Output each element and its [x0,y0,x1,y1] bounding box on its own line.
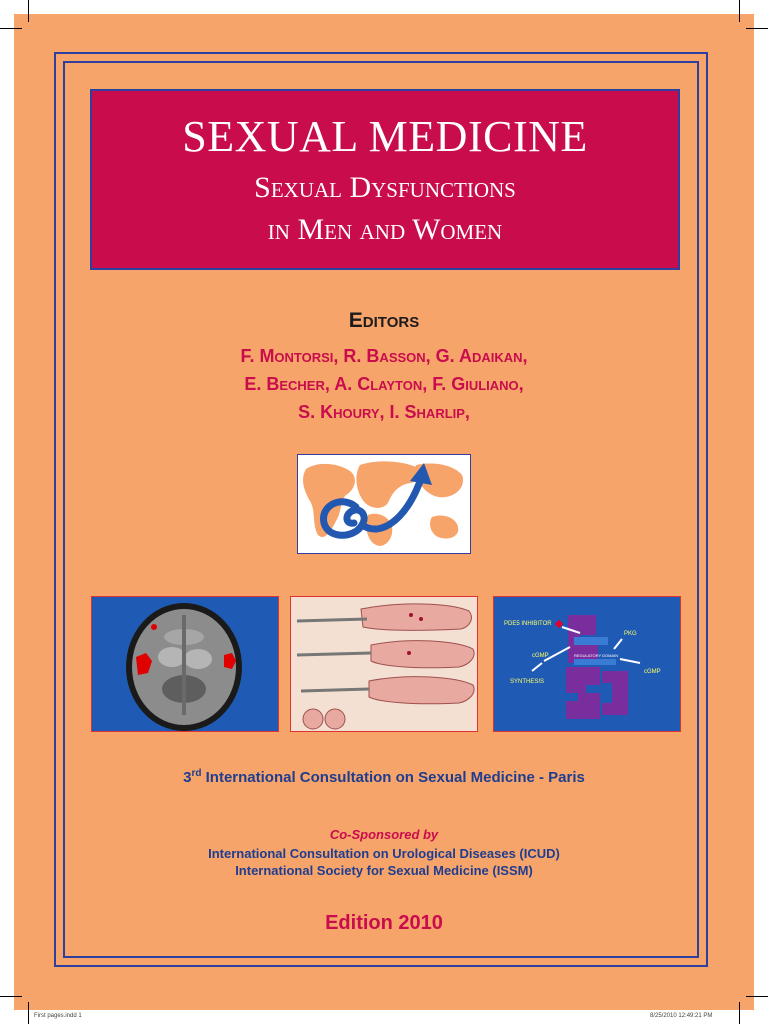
crop-mark-bottom-left-v [28,1002,29,1024]
pathway-label-regulatory: REGULATORY DOMAIN [574,653,619,658]
pathway-label-cgmp-right: cGMP [644,669,661,675]
editors-line-3: S. Khoury, I. Sharlip, [298,402,470,422]
title-box [90,89,680,270]
book-subtitle-line2: in Men and Women [267,213,503,246]
print-slug-file: First pages.indd 1 [34,1013,82,1019]
crop-mark-bottom-right-v [739,1002,740,1024]
consultation-ordinal: 3 [183,769,192,786]
editors-line-1: F. Montorsi, R. Basson, G. Adaikan, [240,346,528,366]
editors-heading: Editors [348,309,420,332]
editors-line-2: E. Becher, A. Clayton, F. Giuliano, [244,374,524,394]
crop-mark-top-right-v [739,0,740,22]
consultation-title [0,768,768,786]
consultation-logo [297,454,471,554]
consultation-text: International Consultation on Sexual Medicine - Paris [201,769,585,786]
pde5-pathway-diagram [493,596,681,732]
crop-mark-bottom-right [746,996,768,997]
crop-mark-top-left-v [28,0,29,22]
pathway-label-cgmp-left: cGMP [532,653,549,659]
crop-mark-top-left [0,28,22,29]
sponsor-icud: International Consultation on Urological Diseases (ICUD) [208,846,560,861]
pathway-label-pkg: PKG [624,631,637,637]
sponsor-issm: International Society for Sexual Medicine (ISSM) [235,863,533,878]
brain-scan-image [91,596,279,732]
book-subtitle-line1: Sexual Dysfunctions [254,171,516,204]
consultation-ordinal-suffix: rd [191,768,202,779]
edition-label: Edition 2010 [325,912,443,934]
cosponsored-heading: Co-Sponsored by [329,827,439,842]
crop-mark-top-right [746,28,768,29]
world-map-arrow-logo [298,455,470,553]
crop-mark-bottom-left [0,996,22,997]
surgical-illustration-image [290,596,478,732]
book-title: SEXUAL MEDICINE [182,112,588,161]
pathway-label-synthesis: SYNTHESIS [510,679,545,685]
print-slug-timestamp: 8/25/2010 12:49:21 PM [650,1013,713,1019]
pathway-label-pde5: PDE5 INHIBITOR [504,621,552,627]
